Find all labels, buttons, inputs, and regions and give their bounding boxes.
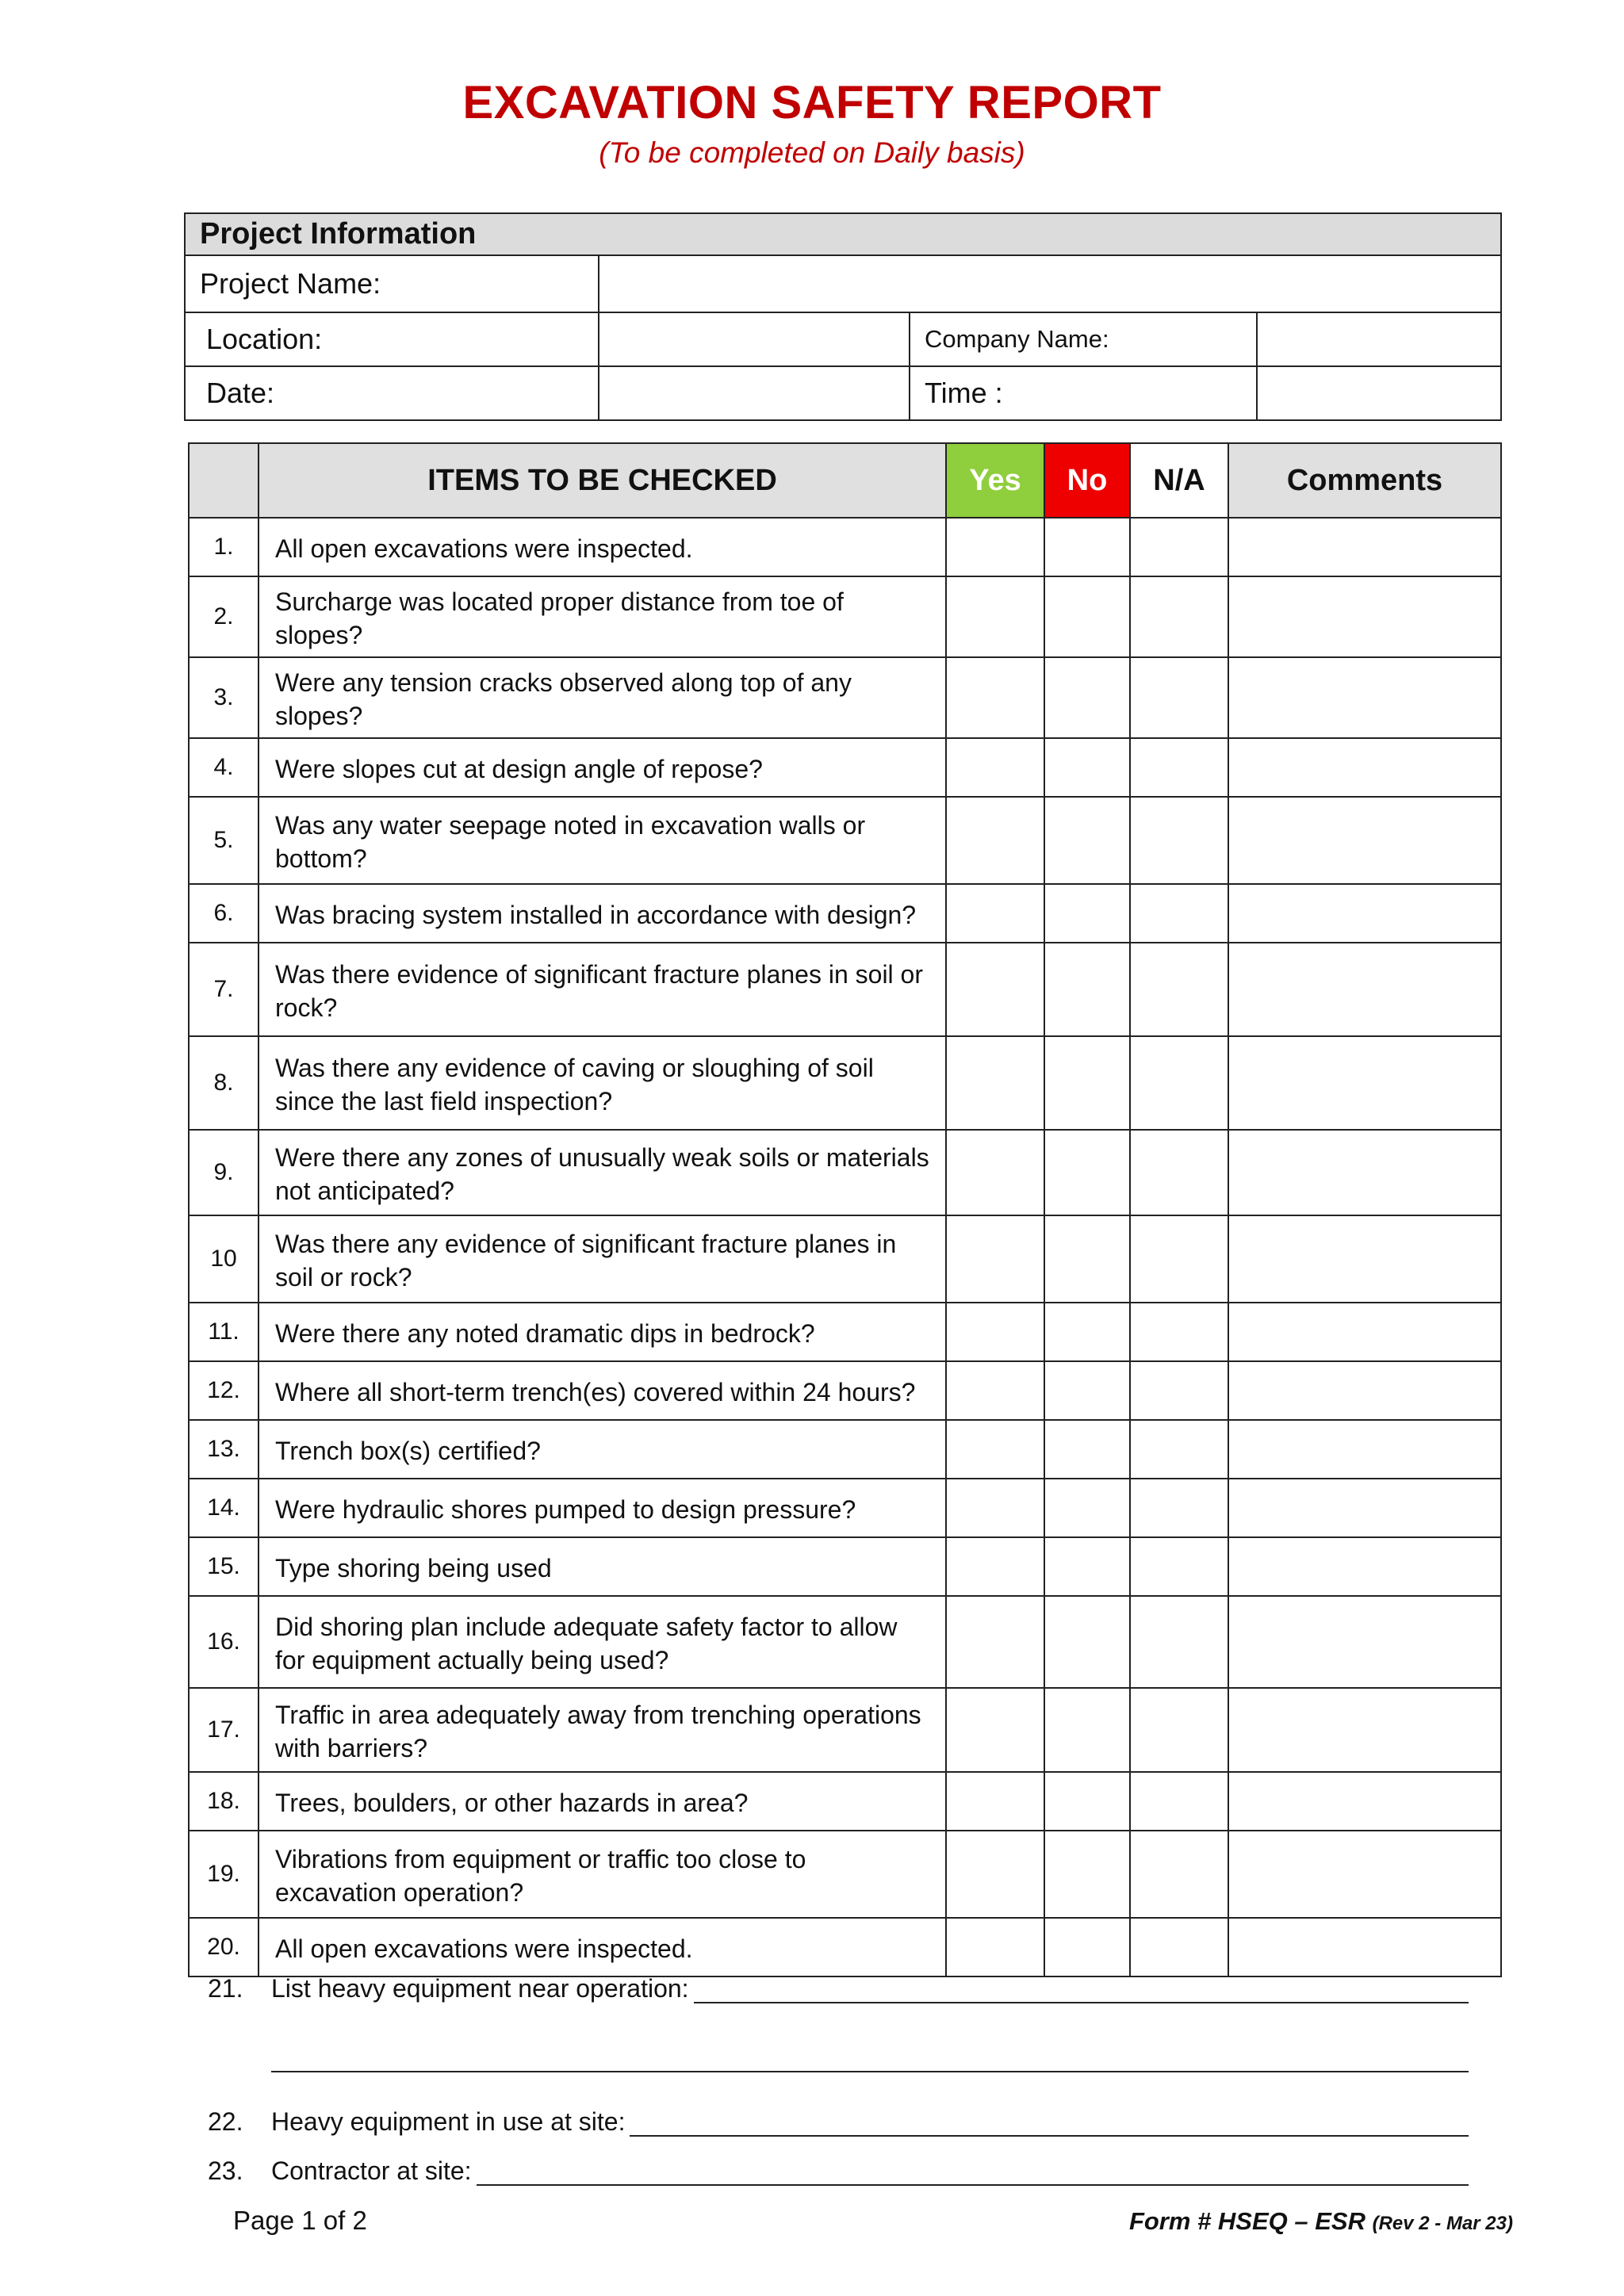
item-text: Was bracing system installed in accordance with design? xyxy=(259,884,946,943)
comments-cell[interactable] xyxy=(1228,797,1501,884)
checklist-row xyxy=(189,738,1501,797)
item-text: Vibrations from equipment or traffic too close to excavation operation? xyxy=(259,1831,946,1918)
item-number: 6. xyxy=(189,884,259,943)
form-number xyxy=(1129,2207,1513,2236)
na-cell[interactable] xyxy=(1130,1215,1228,1303)
no-cell[interactable] xyxy=(1044,1831,1130,1918)
yes-cell[interactable] xyxy=(946,518,1044,576)
item-text: Type shoring being used xyxy=(259,1537,946,1596)
no-cell[interactable] xyxy=(1044,797,1130,884)
na-cell[interactable] xyxy=(1130,1537,1228,1596)
comments-column-header: Comments xyxy=(1228,443,1501,518)
comments-cell[interactable] xyxy=(1228,1479,1501,1537)
form-revision: (Rev 2 - Mar 23) xyxy=(1372,2213,1513,2234)
yes-cell[interactable] xyxy=(946,1772,1044,1831)
yes-cell[interactable] xyxy=(946,576,1044,657)
item-text: Were hydraulic shores pumped to design pressure? xyxy=(259,1479,946,1537)
comments-cell[interactable] xyxy=(1228,1361,1501,1420)
item-number: 13. xyxy=(189,1420,259,1479)
comments-cell[interactable] xyxy=(1228,518,1501,576)
contractor-at-site-field[interactable] xyxy=(477,2157,1469,2186)
comments-cell[interactable] xyxy=(1228,1918,1501,1976)
company-name-label: Company Name: xyxy=(910,312,1257,366)
item-number: 17. xyxy=(189,1688,259,1772)
item-number: 4. xyxy=(189,738,259,797)
no-cell[interactable] xyxy=(1044,1420,1130,1479)
item-text: Trees, boulders, or other hazards in area? xyxy=(259,1772,946,1831)
heavy-equipment-in-use-field[interactable] xyxy=(630,2108,1469,2137)
project-name-field[interactable] xyxy=(599,255,1501,312)
na-cell[interactable] xyxy=(1130,1772,1228,1831)
date-field[interactable] xyxy=(599,366,910,420)
no-cell[interactable] xyxy=(1044,1361,1130,1420)
yes-cell[interactable] xyxy=(946,738,1044,797)
form-id: Form # HSEQ – ESR xyxy=(1128,2207,1365,2235)
checklist-row xyxy=(189,1918,1501,1976)
checklist-row xyxy=(189,1688,1501,1772)
project-info-heading: Project Information xyxy=(185,213,1501,255)
checklist-row xyxy=(189,576,1501,657)
checklist-row xyxy=(189,1130,1501,1215)
comments-cell[interactable] xyxy=(1228,943,1501,1036)
location-field[interactable] xyxy=(599,312,910,366)
yes-cell[interactable] xyxy=(946,1596,1044,1688)
na-cell[interactable] xyxy=(1130,1688,1228,1772)
na-cell[interactable] xyxy=(1130,657,1228,738)
item-text: Surcharge was located proper distance from toe of slopes? xyxy=(259,576,946,657)
yes-cell[interactable] xyxy=(946,657,1044,738)
no-cell[interactable] xyxy=(1044,1918,1130,1976)
yes-cell[interactable] xyxy=(946,884,1044,943)
no-cell[interactable] xyxy=(1044,1215,1130,1303)
item-number: 10 xyxy=(189,1215,259,1303)
checklist-row xyxy=(189,943,1501,1036)
item-text: Trench box(s) certified? xyxy=(259,1420,946,1479)
item-number: 11. xyxy=(189,1303,259,1361)
na-cell[interactable] xyxy=(1130,738,1228,797)
no-cell[interactable] xyxy=(1044,576,1130,657)
question-22 xyxy=(208,2107,1469,2137)
checklist-row xyxy=(189,884,1501,943)
checklist-row xyxy=(189,1036,1501,1130)
na-cell[interactable] xyxy=(1130,1420,1228,1479)
yes-cell[interactable] xyxy=(946,1831,1044,1918)
item-number: 20. xyxy=(189,1918,259,1976)
item-number: 15. xyxy=(189,1537,259,1596)
checklist-row xyxy=(189,1772,1501,1831)
project-info-table xyxy=(184,212,1502,421)
comments-cell[interactable] xyxy=(1228,1215,1501,1303)
item-number: 1. xyxy=(189,518,259,576)
company-name-field[interactable] xyxy=(1257,312,1501,366)
no-cell[interactable] xyxy=(1044,884,1130,943)
yes-cell[interactable] xyxy=(946,1918,1044,1976)
comments-cell[interactable] xyxy=(1228,1420,1501,1479)
no-cell[interactable] xyxy=(1044,1537,1130,1596)
heavy-equipment-near-field[interactable] xyxy=(694,1975,1469,2003)
item-number: 9. xyxy=(189,1130,259,1215)
no-cell[interactable] xyxy=(1044,1772,1130,1831)
comments-cell[interactable] xyxy=(1228,1831,1501,1918)
date-label: Date: xyxy=(185,366,599,420)
item-text: Was there evidence of significant fracture planes in soil or rock? xyxy=(259,943,946,1036)
no-cell[interactable] xyxy=(1044,943,1130,1036)
comments-cell[interactable] xyxy=(1228,1303,1501,1361)
question-number: 23. xyxy=(208,2156,243,2185)
item-text: Traffic in area adequately away from trenching operations with barriers? xyxy=(259,1688,946,1772)
yes-cell[interactable] xyxy=(946,1688,1044,1772)
na-cell[interactable] xyxy=(1130,943,1228,1036)
no-cell[interactable] xyxy=(1044,738,1130,797)
checklist-row xyxy=(189,1537,1501,1596)
item-number: 12. xyxy=(189,1361,259,1420)
no-cell[interactable] xyxy=(1044,1688,1130,1772)
na-cell[interactable] xyxy=(1130,1361,1228,1420)
item-text: Were there any noted dramatic dips in bedrock? xyxy=(259,1303,946,1361)
comments-cell[interactable] xyxy=(1228,576,1501,657)
item-number: 2. xyxy=(189,576,259,657)
item-number: 8. xyxy=(189,1036,259,1130)
comments-cell[interactable] xyxy=(1228,657,1501,738)
yes-cell[interactable] xyxy=(946,1537,1044,1596)
item-text: All open excavations were inspected. xyxy=(259,518,946,576)
comments-cell[interactable] xyxy=(1228,738,1501,797)
yes-cell[interactable] xyxy=(946,1361,1044,1420)
number-column-header xyxy=(189,443,259,518)
no-cell[interactable] xyxy=(1044,518,1130,576)
checklist-row xyxy=(189,518,1501,576)
na-cell[interactable] xyxy=(1130,884,1228,943)
item-text: All open excavations were inspected. xyxy=(259,1918,946,1976)
checklist-row xyxy=(189,1361,1501,1420)
item-text: Where all short-term trench(es) covered within 24 hours? xyxy=(259,1361,946,1420)
yes-cell[interactable] xyxy=(946,1215,1044,1303)
item-number: 7. xyxy=(189,943,259,1036)
checklist-row xyxy=(189,1215,1501,1303)
na-cell[interactable] xyxy=(1130,1036,1228,1130)
no-column-header: No xyxy=(1044,443,1130,518)
checklist-row xyxy=(189,1831,1501,1918)
item-text: Was there any evidence of significant fracture planes in soil or rock? xyxy=(259,1215,946,1303)
na-cell[interactable] xyxy=(1130,1303,1228,1361)
na-cell[interactable] xyxy=(1130,1130,1228,1215)
comments-cell[interactable] xyxy=(1228,1036,1501,1130)
question-21 xyxy=(208,1974,1469,2003)
no-cell[interactable] xyxy=(1044,1036,1130,1130)
na-cell[interactable] xyxy=(1130,576,1228,657)
heavy-equipment-near-field-line-2[interactable] xyxy=(271,2044,1469,2072)
location-label: Location: xyxy=(185,312,599,366)
yes-cell[interactable] xyxy=(946,1303,1044,1361)
item-text: Was there any evidence of caving or sloughing of soil since the last field inspection? xyxy=(259,1036,946,1130)
yes-cell[interactable] xyxy=(946,1036,1044,1130)
yes-cell[interactable] xyxy=(946,1479,1044,1537)
na-cell[interactable] xyxy=(1130,518,1228,576)
item-text: Were any tension cracks observed along top of any slopes? xyxy=(259,657,946,738)
na-cell[interactable] xyxy=(1130,1479,1228,1537)
item-number: 5. xyxy=(189,797,259,884)
item-number: 3. xyxy=(189,657,259,738)
yes-cell[interactable] xyxy=(946,1420,1044,1479)
question-21-continuation xyxy=(271,2044,1469,2072)
item-number: 16. xyxy=(189,1596,259,1688)
checklist-row xyxy=(189,1479,1501,1537)
comments-cell[interactable] xyxy=(1228,1596,1501,1688)
na-cell[interactable] xyxy=(1130,1596,1228,1688)
na-cell[interactable] xyxy=(1130,797,1228,884)
checklist-row xyxy=(189,1420,1501,1479)
question-label: Contractor at site: xyxy=(271,2156,472,2185)
report-subtitle: (To be completed on Daily basis) xyxy=(599,136,1025,169)
yes-cell[interactable] xyxy=(946,1130,1044,1215)
no-cell[interactable] xyxy=(1044,1479,1130,1537)
item-text: Did shoring plan include adequate safety factor to allow for equipment actually being used? xyxy=(259,1596,946,1688)
item-text: Were slopes cut at design angle of repose? xyxy=(259,738,946,797)
checklist-row xyxy=(189,657,1501,738)
yes-cell[interactable] xyxy=(946,943,1044,1036)
yes-column-header: Yes xyxy=(946,443,1044,518)
comments-cell[interactable] xyxy=(1228,1130,1501,1215)
no-cell[interactable] xyxy=(1044,657,1130,738)
na-column-header: N/A xyxy=(1130,443,1228,518)
checklist-table xyxy=(188,442,1502,1977)
yes-cell[interactable] xyxy=(946,797,1044,884)
item-text: Was any water seepage noted in excavation walls or bottom? xyxy=(259,797,946,884)
item-number: 14. xyxy=(189,1479,259,1537)
question-label: Heavy equipment in use at site: xyxy=(271,2107,626,2136)
report-title: EXCAVATION SAFETY REPORT xyxy=(462,77,1162,128)
project-name-label: Project Name: xyxy=(185,255,599,312)
comments-cell[interactable] xyxy=(1228,1537,1501,1596)
checklist-row xyxy=(189,1303,1501,1361)
comments-cell[interactable] xyxy=(1228,1688,1501,1772)
na-cell[interactable] xyxy=(1130,1918,1228,1976)
question-number: 21. xyxy=(208,1974,243,2003)
no-cell[interactable] xyxy=(1044,1596,1130,1688)
comments-cell[interactable] xyxy=(1228,1772,1501,1831)
na-cell[interactable] xyxy=(1130,1831,1228,1918)
item-number: 18. xyxy=(189,1772,259,1831)
page-number: Page 1 of 2 xyxy=(233,2206,367,2235)
comments-cell[interactable] xyxy=(1228,884,1501,943)
checklist-row xyxy=(189,1596,1501,1688)
question-label: List heavy equipment near operation: xyxy=(271,1974,689,2003)
time-field[interactable] xyxy=(1257,366,1501,420)
item-number: 19. xyxy=(189,1831,259,1918)
checklist-row xyxy=(189,797,1501,884)
item-text: Were there any zones of unusually weak soils or materials not anticipated? xyxy=(259,1130,946,1215)
items-column-header: ITEMS TO BE CHECKED xyxy=(259,443,946,518)
no-cell[interactable] xyxy=(1044,1130,1130,1215)
question-number: 22. xyxy=(208,2107,243,2136)
time-label: Time : xyxy=(910,366,1257,420)
no-cell[interactable] xyxy=(1044,1303,1130,1361)
question-23 xyxy=(208,2156,1469,2186)
